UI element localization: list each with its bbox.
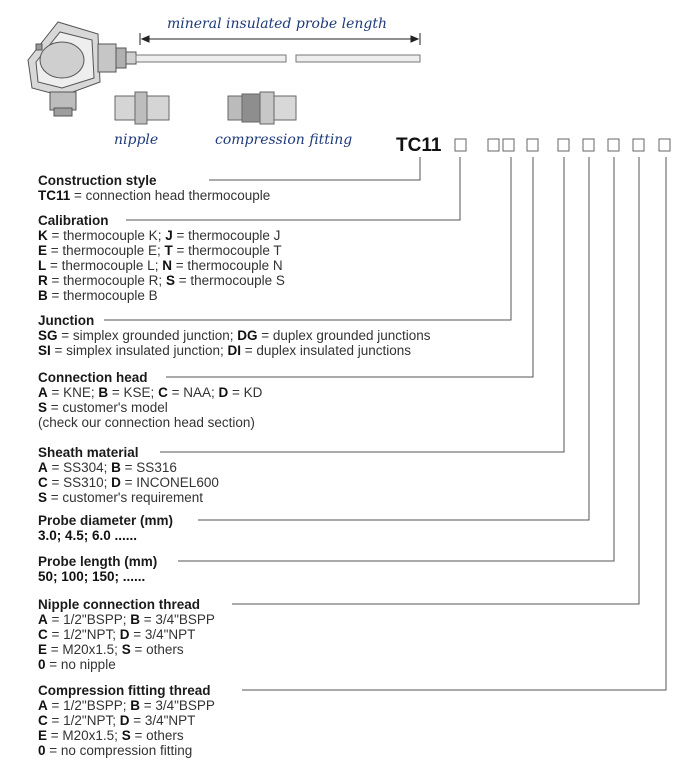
- section-title: Probe length (mm): [38, 554, 158, 569]
- option-code: D: [218, 385, 229, 400]
- option-description: = 3/4"BSPP: [139, 612, 215, 627]
- section-construction-style: [38, 173, 270, 203]
- section-compression-fitting-thread: [38, 683, 215, 758]
- probe-illustration: [136, 55, 420, 62]
- option-description: = connection head thermocouple: [70, 188, 271, 203]
- option-code: B: [130, 612, 140, 627]
- option-line: [38, 728, 215, 743]
- section-probe-diameter: [38, 513, 173, 543]
- section-sheath-material: [38, 445, 219, 505]
- option-code: B: [98, 385, 109, 400]
- option-code: 3.0; 4.5; 6.0 ......: [38, 528, 138, 543]
- option-description: = customer's requirement: [47, 490, 204, 505]
- option-line: [38, 228, 285, 243]
- option-code: B: [111, 460, 121, 475]
- option-description: = duplex insulated junctions: [241, 343, 411, 358]
- option-description: = thermocouple E;: [47, 243, 165, 258]
- option-description: = M20x1.5;: [47, 642, 122, 657]
- option-description: = SS310;: [47, 475, 112, 490]
- option-description: = 1/2"BSPP;: [47, 698, 131, 713]
- option-description: = thermocouple N: [171, 258, 283, 273]
- option-description: = simplex insulated junction;: [50, 343, 228, 358]
- section-title: Compression fitting thread: [38, 683, 211, 698]
- option-description: = KSE;: [108, 385, 159, 400]
- option-line: [38, 698, 215, 713]
- option-code: C: [38, 475, 48, 490]
- option-description: = no compression fitting: [45, 743, 193, 758]
- option-code: A: [38, 698, 48, 713]
- option-code: S: [165, 273, 175, 288]
- option-code: J: [165, 228, 173, 243]
- option-code: A: [38, 460, 48, 475]
- option-description: = thermocouple T: [172, 243, 282, 258]
- option-line: [38, 258, 285, 273]
- option-description: = 1/2"BSPP;: [47, 612, 131, 627]
- option-description: = 1/2"NPT;: [47, 627, 120, 642]
- option-code: E: [38, 728, 48, 743]
- option-description: = 3/4"NPT: [129, 627, 196, 642]
- section-title: Connection head: [38, 370, 148, 385]
- option-description: = KNE;: [47, 385, 99, 400]
- option-description: = others: [130, 728, 184, 743]
- option-description: = thermocouple B: [47, 288, 158, 303]
- option-line: [38, 743, 215, 758]
- option-description: = thermocouple K;: [47, 228, 166, 243]
- option-line: [38, 460, 219, 475]
- option-line: [38, 243, 285, 258]
- option-description: = 1/2"NPT;: [47, 713, 120, 728]
- option-line: [38, 569, 157, 584]
- option-code: SI: [38, 343, 51, 358]
- option-line: [38, 528, 173, 543]
- option-code: R: [38, 273, 48, 288]
- option-line: [38, 657, 215, 672]
- option-code: S: [38, 400, 48, 415]
- model-code-boxes: [455, 139, 670, 151]
- option-description: = KD: [228, 385, 263, 400]
- option-code: 0: [38, 743, 46, 758]
- option-description: = no nipple: [45, 657, 116, 672]
- option-code: DG: [237, 328, 258, 343]
- option-code: B: [38, 288, 48, 303]
- option-code: K: [38, 228, 48, 243]
- option-line: [38, 288, 285, 303]
- option-description: = NAA;: [167, 385, 219, 400]
- section-title: Calibration: [38, 213, 109, 228]
- option-description: = simplex grounded junction;: [57, 328, 238, 343]
- option-line: [38, 490, 219, 505]
- section-connection-head: [38, 370, 262, 430]
- model-code: TC11: [396, 135, 442, 156]
- option-description: = M20x1.5;: [47, 728, 122, 743]
- option-description: = customer's model: [47, 400, 168, 415]
- option-line: [38, 343, 431, 358]
- option-code: TC11: [38, 188, 71, 203]
- option-code: S: [121, 642, 131, 657]
- option-description: (check our connection head section): [38, 415, 255, 430]
- section-title: Junction: [38, 313, 95, 328]
- option-code: C: [158, 385, 168, 400]
- option-code: L: [38, 258, 47, 273]
- option-code: 0: [38, 657, 46, 672]
- option-description: = 3/4"NPT: [129, 713, 196, 728]
- option-code: C: [38, 713, 48, 728]
- option-line: [38, 385, 262, 400]
- option-description: = thermocouple L;: [46, 258, 163, 273]
- option-code: D: [119, 627, 130, 642]
- section-title: Sheath material: [38, 445, 139, 460]
- option-code: B: [130, 698, 140, 713]
- nipple-caption: nipple: [114, 132, 159, 148]
- option-code: D: [119, 713, 130, 728]
- section-probe-length: [38, 554, 157, 584]
- option-description: = thermocouple J: [172, 228, 281, 243]
- nipple-illustration: [115, 92, 169, 124]
- probe-length-caption: mineral insulated probe length: [167, 16, 388, 32]
- option-line: [38, 713, 215, 728]
- section-title: Probe diameter (mm): [38, 513, 174, 528]
- option-code: D: [111, 475, 121, 490]
- section-title: Nipple connection thread: [38, 597, 201, 612]
- option-code: SG: [38, 328, 58, 343]
- option-description: = INCONEL600: [120, 475, 219, 490]
- option-code: A: [38, 385, 48, 400]
- option-description: = duplex grounded junctions: [257, 328, 431, 343]
- section-nipple-connection-thread: [38, 597, 215, 672]
- option-code: E: [38, 243, 48, 258]
- option-description: = others: [130, 642, 184, 657]
- option-description: = thermocouple S: [174, 273, 285, 288]
- section-junction: [38, 313, 431, 358]
- option-description: = SS316: [120, 460, 177, 475]
- option-line: [38, 400, 262, 415]
- option-description: = 3/4"BSPP: [139, 698, 215, 713]
- option-code: N: [162, 258, 172, 273]
- option-line: [38, 188, 270, 203]
- option-line: [38, 273, 285, 288]
- option-code: 50; 100; 150; ......: [38, 569, 146, 584]
- compression-fitting-illustration: [228, 92, 296, 124]
- option-description: = thermocouple R;: [47, 273, 166, 288]
- option-code: A: [38, 612, 48, 627]
- section-title: Construction style: [38, 173, 157, 188]
- probe-length-dimension: [140, 33, 420, 45]
- option-code: S: [38, 490, 48, 505]
- option-line: [38, 415, 262, 430]
- option-code: C: [38, 627, 48, 642]
- option-line: [38, 612, 215, 627]
- option-code: E: [38, 642, 48, 657]
- option-code: T: [164, 243, 173, 258]
- option-line: [38, 642, 215, 657]
- option-line: [38, 475, 219, 490]
- option-description: = SS304;: [47, 460, 112, 475]
- option-line: [38, 328, 431, 343]
- option-line: [38, 627, 215, 642]
- option-code: DI: [227, 343, 241, 358]
- section-calibration: [38, 213, 285, 303]
- option-code: S: [121, 728, 131, 743]
- compression-fitting-caption: compression fitting: [215, 132, 353, 148]
